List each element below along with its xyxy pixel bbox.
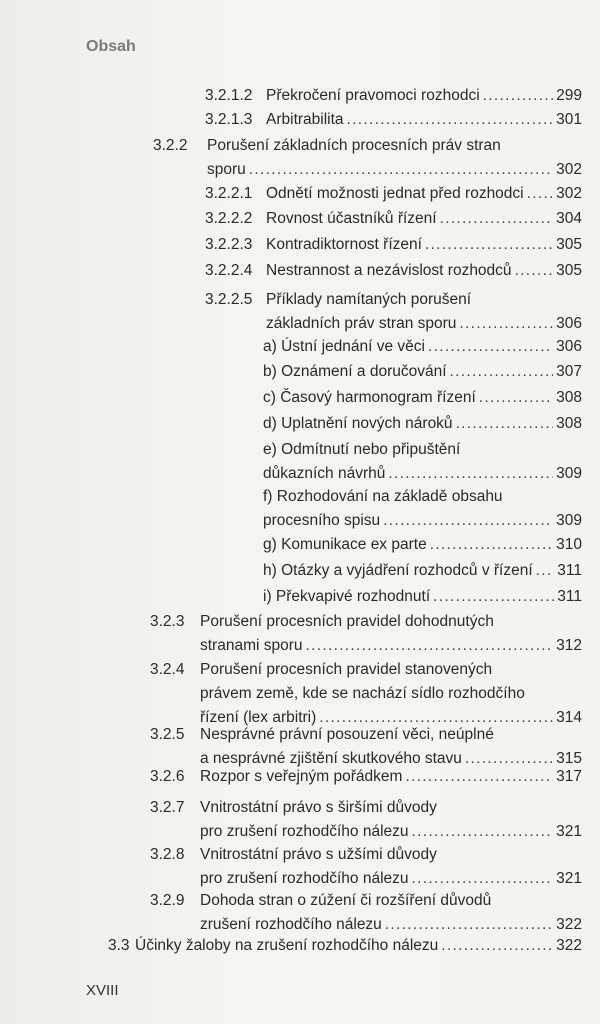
toc-entry-title: sporu: [207, 161, 246, 178]
toc-entry-title: d) Uplatnění nových nároků: [263, 415, 453, 432]
toc-entry-title: Porušení základních procesních práv stran: [207, 137, 501, 154]
toc-entry: [0, 335, 600, 359]
dot-leader: [441, 934, 553, 958]
toc-entry-page: 306: [556, 338, 582, 355]
toc-entry: [0, 412, 600, 436]
toc-entry-number: 3.2.8: [150, 846, 185, 863]
toc-entry-number: 3.2.3: [150, 613, 185, 630]
toc-entry-page: 305: [556, 236, 582, 253]
toc-entry-title: i) Překvapivé rozhodnutí: [263, 588, 431, 605]
toc-entry: [0, 934, 600, 958]
toc-entry-title: Účinky žaloby na zrušení rozhodčího nálezu: [135, 937, 439, 954]
toc-entry-title: Vnitrostátní právo s užšími důvody: [200, 846, 437, 863]
toc-entry-title: řízení (lex arbitri): [200, 709, 317, 726]
toc-entry: [0, 360, 600, 384]
toc-entry-title: c) Časový harmonogram řízení: [263, 389, 476, 406]
dot-leader: [383, 509, 553, 533]
toc-entry-number: 3.2.2.1: [205, 185, 253, 202]
dot-leader: [428, 335, 553, 359]
toc-entry-page: 304: [556, 210, 582, 227]
toc-entry: [0, 533, 600, 557]
dot-leader: [412, 820, 554, 844]
toc-entry-title: právem země, kde se nachází sídlo rozhodčího: [200, 685, 525, 702]
toc-entry: [0, 658, 600, 730]
dot-leader: [456, 412, 554, 436]
dot-leader: [536, 559, 555, 583]
toc-entry-page: 321: [556, 823, 582, 840]
toc-entry-number: 3.3: [108, 937, 130, 954]
toc-entry-title: Překročení pravomoci rozhodci: [266, 87, 480, 104]
toc-entry: [0, 207, 600, 231]
toc-entry-title: a) Ústní jednání ve věci: [263, 338, 425, 355]
toc-entry-page: 302: [556, 185, 582, 202]
toc-entry-page: 311: [557, 562, 582, 579]
toc-entry: [0, 259, 600, 283]
toc-entry-number: 3.2.2.3: [205, 236, 253, 253]
dot-leader: [425, 233, 553, 257]
toc-entry-title: Kontradiktornost řízení: [266, 236, 422, 253]
toc-entry-title: Nestrannost a nezávislost rozhodců: [266, 262, 512, 279]
toc-entry-title: f) Rozhodování na základě obsahu: [263, 488, 503, 505]
toc-entry-number: 3.2.1.2: [205, 87, 253, 104]
toc-entry-number: 3.2.4: [150, 661, 185, 678]
toc-entry-page: 302: [556, 161, 582, 178]
dot-leader: [515, 259, 554, 283]
toc-entry-title: Odnětí možnosti jednat před rozhodci: [266, 185, 524, 202]
toc-entry-page: 314: [556, 709, 582, 726]
dot-leader: [440, 207, 554, 231]
dot-leader: [459, 312, 553, 336]
toc-entry-title: Porušení procesních pravidel dohodnutých: [200, 613, 494, 630]
toc-entry: [0, 610, 600, 658]
toc-entry: [0, 386, 600, 410]
toc-entry-title: Porušení procesních pravidel stanovených: [200, 661, 493, 678]
toc-entry-page: 305: [556, 262, 582, 279]
running-header: Obsah: [86, 38, 136, 55]
toc-entry-title: a nesprávné zjištění skutkového stavu: [200, 750, 462, 767]
toc-entry-page: 307: [556, 363, 582, 380]
toc-entry-title: Nesprávné právní posouzení věci, neúplné: [200, 726, 494, 743]
toc-entry: [0, 889, 600, 937]
dot-leader: [433, 585, 554, 609]
toc-entry-page: 308: [556, 415, 582, 432]
toc-entry-title: základních práv stran sporu: [266, 315, 457, 332]
toc-entry-title: e) Odmítnutí nebo připuštění: [263, 441, 461, 458]
toc-entry: [0, 108, 600, 132]
toc-entry-number: 3.2.5: [150, 726, 185, 743]
toc-entry-page: 322: [556, 916, 582, 933]
toc-entry-page: 310: [556, 536, 582, 553]
toc-entry-number: 3.2.2: [153, 137, 188, 154]
toc-entry-title: h) Otázky a vyjádření rozhodců v řízení: [263, 562, 533, 579]
toc-entry-title: pro zrušení rozhodčího nálezu: [200, 870, 409, 887]
toc-entry: [0, 723, 600, 771]
toc-entry-page: 309: [556, 512, 582, 529]
toc-entry-page: 312: [556, 637, 582, 654]
toc-entry-number: 3.2.1.3: [205, 111, 253, 128]
toc-entry-title: Rozpor s veřejným pořádkem: [200, 768, 403, 785]
dot-leader: [430, 533, 553, 557]
toc-entry: [0, 559, 600, 583]
toc-entry-title: Dohoda stran o zúžení či rozšíření důvodů: [200, 892, 492, 909]
toc-entry: [0, 485, 600, 533]
toc-entry-title: pro zrušení rozhodčího nálezu: [200, 823, 409, 840]
toc-entry-number: 3.2.7: [150, 799, 185, 816]
toc-entry-page: 321: [556, 870, 582, 887]
dot-leader: [479, 386, 553, 410]
toc-entry: [0, 843, 600, 891]
toc-entry-title: Příklady namítaných porušení: [266, 291, 472, 308]
toc-entry-number: 3.2.2.2: [205, 210, 253, 227]
page-number: XVIII: [86, 982, 119, 999]
toc-entry-title: důkazních návrhů: [263, 465, 386, 482]
dot-leader: [483, 84, 553, 108]
dot-leader: [388, 462, 553, 486]
dot-leader: [450, 360, 554, 384]
toc-entry: [0, 84, 600, 108]
toc-entry-page: 301: [556, 111, 582, 128]
toc-entry-page: 306: [556, 315, 582, 332]
toc-entry-page: 311: [557, 588, 582, 605]
toc-entry-title: Vnitrostátní právo s širšími důvody: [200, 799, 437, 816]
toc-entry-title: procesního spisu: [263, 512, 381, 529]
dot-leader: [347, 108, 554, 132]
dot-leader: [527, 182, 554, 206]
dot-leader: [249, 158, 553, 182]
toc-entry: [0, 438, 600, 486]
dot-leader: [405, 765, 553, 789]
toc-entry-title: g) Komunikace ex parte: [263, 536, 427, 553]
toc-entry-page: 309: [556, 465, 582, 482]
toc-entry-number: 3.2.6: [150, 768, 185, 785]
dot-leader: [412, 867, 554, 891]
toc-entry-title: Arbitrabilita: [266, 111, 344, 128]
toc-entry-title: zrušení rozhodčího nálezu: [200, 916, 382, 933]
toc-entry: [0, 288, 600, 336]
toc-entry: [0, 765, 600, 789]
toc-entry-page: 308: [556, 389, 582, 406]
toc-entry-page: 315: [556, 750, 582, 767]
toc-entry-page: 317: [556, 768, 582, 785]
toc-entry-title: Rovnost účastníků řízení: [266, 210, 437, 227]
toc-entry: [0, 134, 600, 182]
toc-entry: [0, 182, 600, 206]
toc-entry-title: b) Oznámení a doručování: [263, 363, 447, 380]
toc-entry-page: 299: [556, 87, 582, 104]
toc-entry: [0, 585, 600, 609]
toc-entry-number: 3.2.9: [150, 892, 185, 909]
toc-entry-number: 3.2.2.5: [205, 291, 253, 308]
toc-entry-number: 3.2.2.4: [205, 262, 253, 279]
toc-entry: [0, 233, 600, 257]
toc-entry: [0, 796, 600, 844]
dot-leader: [306, 634, 554, 658]
toc-entry-page: 322: [556, 937, 582, 954]
toc-entry-title: stranami sporu: [200, 637, 303, 654]
